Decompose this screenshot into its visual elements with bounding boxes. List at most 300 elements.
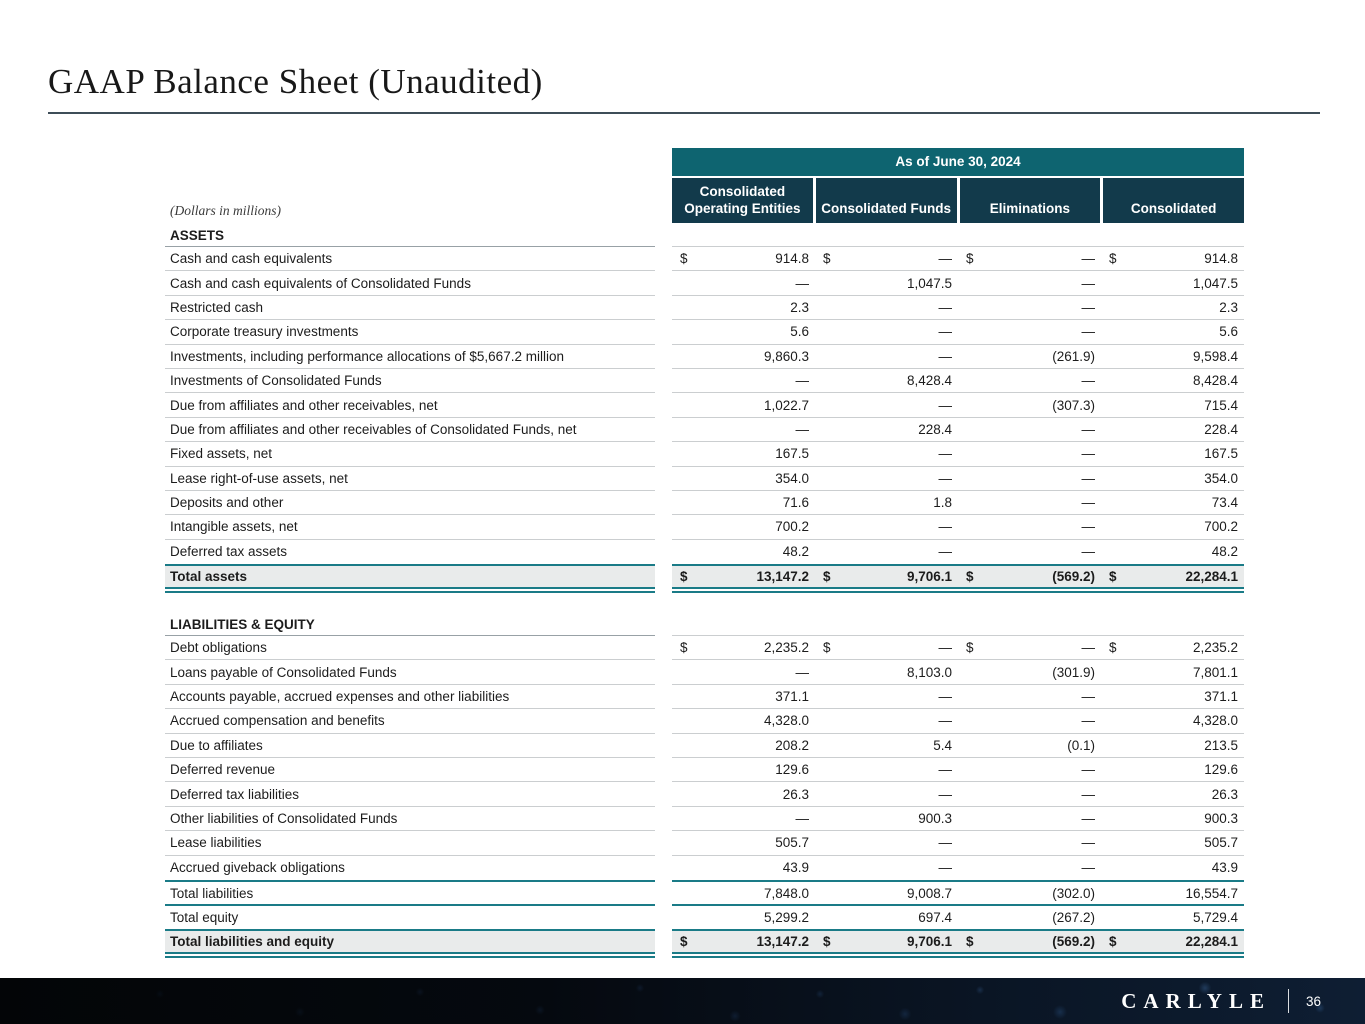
cell-number: 22,284.1 xyxy=(1185,933,1238,949)
cell-value xyxy=(958,882,1101,904)
cell-number: 9,706.1 xyxy=(906,569,952,585)
cell-number: — xyxy=(938,762,952,778)
column-gap xyxy=(655,636,672,660)
cell-value xyxy=(958,271,1101,294)
column-header-eliminations: Eliminations xyxy=(960,178,1101,223)
column-gap xyxy=(655,247,672,271)
row-values xyxy=(672,709,1244,733)
column-gap xyxy=(655,564,672,589)
row-values xyxy=(672,491,1244,515)
cell-value xyxy=(1101,709,1244,732)
row-label: Cash and cash equivalents xyxy=(165,247,655,271)
cell-number: 228.4 xyxy=(1204,421,1238,437)
cell-value xyxy=(672,660,815,683)
cell-value xyxy=(672,369,815,392)
column-gap xyxy=(655,831,672,855)
row-label: Due from affiliates and other receivables of Consolidated Funds, net xyxy=(165,418,655,442)
section-heading: LIABILITIES & EQUITY xyxy=(165,613,655,636)
cell-number: — xyxy=(795,664,809,680)
cell-number: 1.8 xyxy=(933,495,952,511)
table-row xyxy=(165,271,1244,295)
cell-value xyxy=(1101,685,1244,708)
row-values xyxy=(672,660,1244,684)
dollar-sign: $ xyxy=(823,933,831,949)
cell-value xyxy=(815,369,958,392)
row-label: Corporate treasury investments xyxy=(165,320,655,344)
cell-number: 7,848.0 xyxy=(763,885,809,901)
row-label: Deposits and other xyxy=(165,491,655,515)
cell-value xyxy=(1101,369,1244,392)
cell-number: 9,706.1 xyxy=(906,933,952,949)
cell-number: — xyxy=(1081,446,1095,462)
cell-number: — xyxy=(1081,786,1095,802)
cell-number: 8,428.4 xyxy=(1192,373,1238,389)
section-heading-row xyxy=(165,224,1244,247)
row-label: Due from affiliates and other receivables, net xyxy=(165,393,655,417)
row-values xyxy=(672,247,1244,271)
cell-value xyxy=(1101,566,1244,587)
row-label: Deferred tax liabilities xyxy=(165,782,655,806)
cell-value xyxy=(1101,660,1244,683)
cell-number: 5,299.2 xyxy=(763,910,809,926)
cell-number: — xyxy=(938,348,952,364)
column-gap xyxy=(655,369,672,393)
row-values xyxy=(672,564,1244,589)
dollar-sign: $ xyxy=(823,640,831,656)
cell-value xyxy=(815,540,958,564)
cell-value xyxy=(958,247,1101,270)
cell-value xyxy=(958,442,1101,465)
dollar-sign: $ xyxy=(1109,640,1117,656)
cell-number: 213.5 xyxy=(1204,737,1238,753)
column-gap xyxy=(655,442,672,466)
row-values xyxy=(672,224,1244,247)
row-values xyxy=(672,758,1244,782)
row-values xyxy=(672,320,1244,344)
row-label: Total equity xyxy=(165,904,655,928)
column-gap xyxy=(655,904,672,928)
cell-value xyxy=(672,758,815,781)
cell-value xyxy=(672,393,815,416)
cell-number: 700.2 xyxy=(775,519,809,535)
cell-number: — xyxy=(1081,689,1095,705)
cell-value xyxy=(815,660,958,683)
cell-number: — xyxy=(938,860,952,876)
cell-number: 505.7 xyxy=(775,835,809,851)
cell-number: — xyxy=(1081,324,1095,340)
table-row xyxy=(165,807,1244,831)
row-values xyxy=(672,442,1244,466)
row-values xyxy=(672,345,1244,369)
table-row xyxy=(165,660,1244,684)
row-values xyxy=(672,271,1244,295)
column-gap xyxy=(655,758,672,782)
row-values xyxy=(672,296,1244,320)
cell-number: 2.3 xyxy=(1219,299,1238,315)
row-values xyxy=(672,856,1244,880)
cell-number: — xyxy=(1081,811,1095,826)
cell-value xyxy=(1101,345,1244,368)
column-gap xyxy=(655,296,672,320)
table-row xyxy=(165,564,1244,589)
column-gap xyxy=(655,271,672,295)
cell-value xyxy=(672,782,815,805)
cell-value xyxy=(1101,882,1244,904)
table-body xyxy=(165,224,1244,958)
dollar-sign: $ xyxy=(680,569,688,585)
column-gap xyxy=(655,467,672,491)
cell-value xyxy=(815,515,958,538)
table-row xyxy=(165,758,1244,782)
cell-value xyxy=(815,442,958,465)
cell-value xyxy=(815,636,958,659)
cell-number: 7,801.1 xyxy=(1192,664,1238,680)
units-note: (Dollars in millions) xyxy=(170,203,282,218)
cell-number: 371.1 xyxy=(775,689,809,705)
cell-number: 208.2 xyxy=(775,737,809,753)
column-gap xyxy=(655,593,672,613)
cell-number: 5.6 xyxy=(790,324,809,340)
dollar-sign: $ xyxy=(966,933,974,949)
period-header: As of June 30, 2024 xyxy=(672,148,1244,176)
cell-number: — xyxy=(795,373,809,389)
row-values xyxy=(672,685,1244,709)
cell-value xyxy=(958,393,1101,416)
column-gap xyxy=(655,491,672,515)
cell-value xyxy=(958,660,1101,683)
cell-number: (302.0) xyxy=(1052,885,1095,901)
cell-number: 914.8 xyxy=(775,251,809,267)
cell-number: 371.1 xyxy=(1204,689,1238,705)
column-gap xyxy=(655,418,672,442)
cell-number: 1,047.5 xyxy=(1192,275,1238,291)
cell-value xyxy=(815,685,958,708)
cell-value xyxy=(815,709,958,732)
table-row xyxy=(165,904,1244,928)
row-label: Loans payable of Consolidated Funds xyxy=(165,660,655,684)
cell-value xyxy=(1101,931,1244,952)
cell-number: 354.0 xyxy=(1204,470,1238,486)
footer-separator xyxy=(1288,989,1289,1013)
cell-value xyxy=(815,566,958,587)
page-title: GAAP Balance Sheet (Unaudited) xyxy=(48,62,543,101)
cell-value xyxy=(815,345,958,368)
cell-value xyxy=(815,247,958,270)
cell-value xyxy=(672,856,815,880)
row-values xyxy=(672,954,1244,958)
cell-number: 16,554.7 xyxy=(1185,885,1238,901)
cell-number: 167.5 xyxy=(775,446,809,462)
cell-value xyxy=(1101,734,1244,757)
cell-value xyxy=(815,467,958,490)
table-row xyxy=(165,467,1244,491)
column-gap xyxy=(655,393,672,417)
cell-value xyxy=(815,491,958,514)
row-label: Cash and cash equivalents of Consolidated Funds xyxy=(165,271,655,295)
cell-number: 13,147.2 xyxy=(756,569,809,585)
cell-value xyxy=(958,807,1101,830)
table-row xyxy=(165,636,1244,660)
cell-number: (307.3) xyxy=(1052,397,1095,413)
cell-value xyxy=(815,271,958,294)
column-gap xyxy=(655,929,672,954)
cell-value xyxy=(672,271,815,294)
cell-value xyxy=(815,807,958,830)
dollar-sign: $ xyxy=(823,251,831,267)
cell-number: — xyxy=(938,519,952,535)
table-row xyxy=(165,247,1244,271)
cell-value xyxy=(958,540,1101,564)
cell-number: — xyxy=(938,544,952,560)
cell-value xyxy=(1101,418,1244,441)
column-gap xyxy=(655,782,672,806)
cell-value xyxy=(815,418,958,441)
cell-value xyxy=(1101,393,1244,416)
cell-value xyxy=(815,734,958,757)
cell-number: — xyxy=(1081,275,1095,291)
footer-bar xyxy=(0,978,1365,1024)
table-row xyxy=(165,782,1244,806)
column-gap xyxy=(655,345,672,369)
dollar-sign: $ xyxy=(966,640,974,656)
cell-value xyxy=(1101,540,1244,564)
row-values xyxy=(672,393,1244,417)
cell-number: — xyxy=(938,324,952,340)
cell-number: 697.4 xyxy=(918,910,952,926)
cell-number: 900.3 xyxy=(918,811,952,826)
cell-number: 228.4 xyxy=(918,421,952,437)
cell-number: 505.7 xyxy=(1204,835,1238,851)
table-row xyxy=(165,345,1244,369)
cell-value xyxy=(958,636,1101,659)
table-row xyxy=(165,491,1244,515)
cell-value xyxy=(815,906,958,928)
cell-number: — xyxy=(1081,860,1095,876)
cell-value xyxy=(958,515,1101,538)
cell-number: — xyxy=(938,446,952,462)
cell-number: (267.2) xyxy=(1052,910,1095,926)
cell-value xyxy=(672,566,815,587)
balance-sheet-table xyxy=(165,148,1244,958)
cell-value xyxy=(672,807,815,830)
cell-value xyxy=(815,856,958,880)
cell-value xyxy=(1101,636,1244,659)
cell-value xyxy=(815,931,958,952)
column-headers xyxy=(672,178,1244,223)
cell-number: — xyxy=(795,421,809,437)
row-label: Deferred revenue xyxy=(165,758,655,782)
cell-number: — xyxy=(1081,519,1095,535)
column-gap xyxy=(655,709,672,733)
table-row xyxy=(165,369,1244,393)
column-gap xyxy=(655,224,672,247)
cell-number: 13,147.2 xyxy=(756,933,809,949)
table-row xyxy=(165,880,1244,904)
row-values xyxy=(672,515,1244,539)
cell-number: (569.2) xyxy=(1052,569,1095,585)
cell-value xyxy=(672,491,815,514)
column-header-consolidated-funds: Consolidated Funds xyxy=(816,178,957,223)
cell-value xyxy=(958,345,1101,368)
cell-value xyxy=(958,418,1101,441)
cell-value xyxy=(815,782,958,805)
column-gap xyxy=(655,856,672,880)
dollar-sign: $ xyxy=(680,933,688,949)
cell-value xyxy=(1101,758,1244,781)
cell-value xyxy=(672,882,815,904)
cell-number: 5.6 xyxy=(1219,324,1238,340)
table-row xyxy=(165,320,1244,344)
cell-value xyxy=(672,442,815,465)
cell-number: 9,598.4 xyxy=(1192,348,1238,364)
cell-value xyxy=(958,491,1101,514)
cell-number: 2.3 xyxy=(790,299,809,315)
row-values xyxy=(672,636,1244,660)
cell-number: (301.9) xyxy=(1052,664,1095,680)
title-divider xyxy=(48,112,1320,114)
column-gap xyxy=(655,320,672,344)
cell-number: (0.1) xyxy=(1067,737,1095,753)
page-number: 36 xyxy=(1305,993,1321,1009)
cell-number: 9,008.7 xyxy=(906,885,952,901)
cell-value xyxy=(672,247,815,270)
row-label: Restricted cash xyxy=(165,296,655,320)
table-row xyxy=(165,442,1244,466)
cell-value xyxy=(672,345,815,368)
row-label: Fixed assets, net xyxy=(165,442,655,466)
cell-number: — xyxy=(1081,713,1095,729)
cell-number: — xyxy=(938,251,952,267)
cell-number: 2,235.2 xyxy=(763,640,809,656)
cell-value xyxy=(958,467,1101,490)
cell-value xyxy=(958,685,1101,708)
dollar-sign: $ xyxy=(680,640,688,656)
cell-number: — xyxy=(1081,373,1095,389)
cell-number: — xyxy=(1081,835,1095,851)
row-label: Investments, including performance allocations of $5,667.2 million xyxy=(165,345,655,369)
cell-number: 48.2 xyxy=(782,544,809,560)
cell-number: — xyxy=(1081,495,1095,511)
cell-value xyxy=(958,320,1101,343)
cell-value xyxy=(815,320,958,343)
cell-number: — xyxy=(938,689,952,705)
cell-number: 4,328.0 xyxy=(763,713,809,729)
table-row xyxy=(165,296,1244,320)
cell-value xyxy=(815,393,958,416)
cell-value xyxy=(958,734,1101,757)
column-gap xyxy=(655,734,672,758)
cell-number: — xyxy=(1081,544,1095,560)
table-row xyxy=(165,929,1244,954)
row-label: Accrued compensation and benefits xyxy=(165,709,655,733)
row-label: Investments of Consolidated Funds xyxy=(165,369,655,393)
cell-value xyxy=(1101,467,1244,490)
cell-value xyxy=(958,856,1101,880)
cell-number: — xyxy=(1081,640,1095,656)
dollar-sign: $ xyxy=(966,569,974,585)
dollar-sign: $ xyxy=(823,569,831,585)
cell-value xyxy=(958,566,1101,587)
cell-number: 43.9 xyxy=(782,860,809,876)
row-label: Intangible assets, net xyxy=(165,515,655,539)
row-values xyxy=(672,734,1244,758)
row-label: Lease right-of-use assets, net xyxy=(165,467,655,491)
column-gap xyxy=(655,880,672,904)
row-values xyxy=(672,782,1244,806)
table-row xyxy=(165,540,1244,564)
row-label: Other liabilities of Consolidated Funds xyxy=(165,807,655,831)
cell-value xyxy=(672,296,815,319)
cell-number: 43.9 xyxy=(1211,860,1238,876)
row-values xyxy=(672,807,1244,831)
cell-number: 129.6 xyxy=(775,762,809,778)
cell-number: — xyxy=(795,275,809,291)
cell-value xyxy=(958,709,1101,732)
cell-number: (261.9) xyxy=(1052,348,1095,364)
cell-number: — xyxy=(1081,421,1095,437)
total-underline-row xyxy=(165,954,1244,958)
row-label xyxy=(165,954,655,958)
cell-value xyxy=(958,831,1101,854)
cell-number: — xyxy=(1081,762,1095,778)
cell-value xyxy=(672,831,815,854)
row-values xyxy=(672,369,1244,393)
cell-value xyxy=(672,540,815,564)
column-gap xyxy=(655,807,672,831)
cell-value xyxy=(958,931,1101,952)
table-row xyxy=(165,709,1244,733)
cell-number: — xyxy=(938,713,952,729)
cell-number: 167.5 xyxy=(1204,446,1238,462)
row-values xyxy=(672,929,1244,954)
cell-value xyxy=(672,636,815,659)
cell-value xyxy=(1101,247,1244,270)
cell-number: — xyxy=(795,811,809,826)
column-header-consolidated-operating-entities: Consolidated Operating Entities xyxy=(672,178,813,223)
row-label: Accrued giveback obligations xyxy=(170,860,345,876)
cell-number: — xyxy=(938,397,952,413)
table-row xyxy=(165,856,1244,880)
cell-value xyxy=(672,467,815,490)
row-label: Deferred tax assets xyxy=(170,544,288,560)
cell-value xyxy=(1101,515,1244,538)
column-gap xyxy=(655,660,672,684)
cell-number: 354.0 xyxy=(775,470,809,486)
cell-number: — xyxy=(938,786,952,802)
column-gap xyxy=(655,613,672,636)
dollar-sign: $ xyxy=(1109,251,1117,267)
cell-value xyxy=(672,709,815,732)
row-label: Due to affiliates xyxy=(165,734,655,758)
cell-number: — xyxy=(938,470,952,486)
section-spacer xyxy=(165,593,1244,613)
column-gap xyxy=(655,540,672,564)
cell-number: 8,428.4 xyxy=(906,373,952,389)
table-row xyxy=(165,418,1244,442)
table-row xyxy=(165,393,1244,417)
row-label: Lease liabilities xyxy=(165,831,655,855)
cell-number: 5.4 xyxy=(933,737,952,753)
table-row xyxy=(165,831,1244,855)
cell-value xyxy=(958,369,1101,392)
cell-value xyxy=(672,320,815,343)
cell-value xyxy=(1101,491,1244,514)
cell-number: — xyxy=(1081,299,1095,315)
table-row xyxy=(165,685,1244,709)
cell-number: 48.2 xyxy=(1211,544,1238,560)
cell-value xyxy=(958,296,1101,319)
cell-value xyxy=(815,882,958,904)
